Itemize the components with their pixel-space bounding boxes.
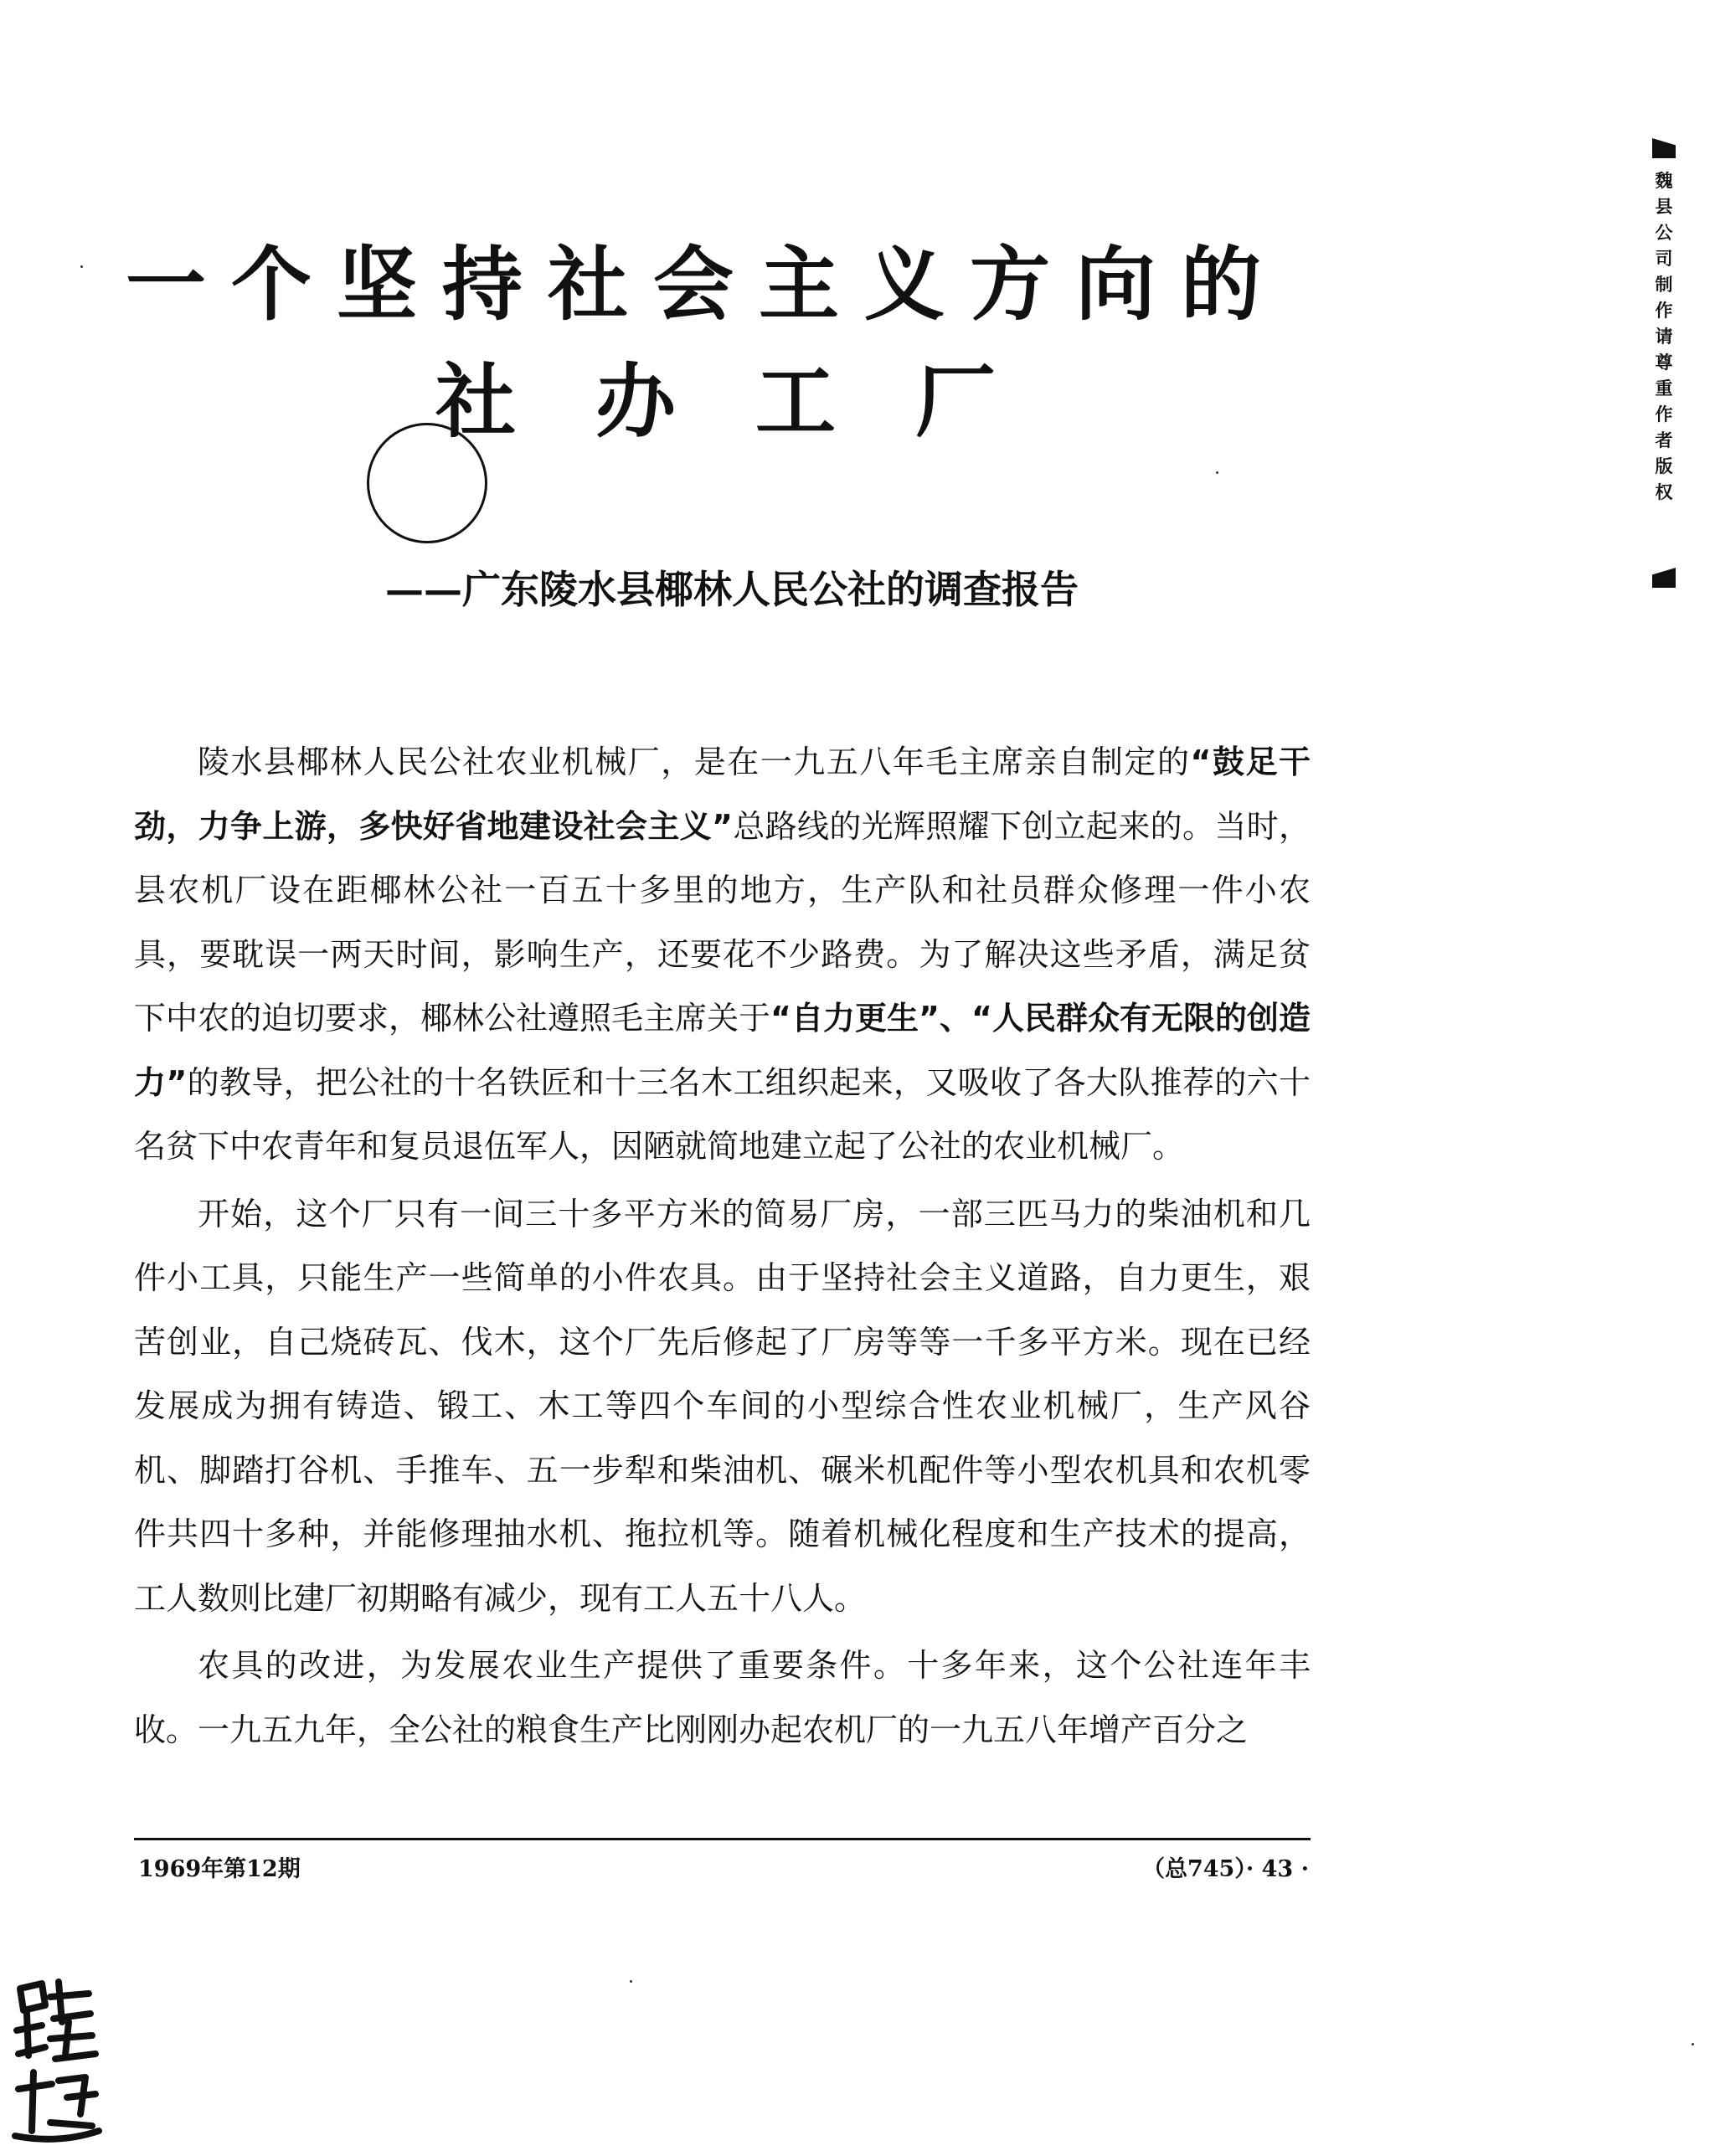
seal-stamp (8, 1972, 105, 2143)
subtitle: ——广东陵水县椰林人民公社的调查报告 (385, 567, 1079, 612)
speck (1216, 471, 1218, 474)
page-number: （总745）· 43 · (1141, 1856, 1309, 1882)
issue-label: 1969年第12期 (138, 1856, 301, 1882)
side-marker-bottom (1652, 568, 1676, 588)
paragraph (134, 1634, 1311, 1762)
title-line-1: 一个坚持社会主义方向的 (126, 238, 1286, 332)
paragraph (134, 730, 1311, 1179)
text-run: 的教导，把公社的十名铁匠和十三名木工组织起来，又吸收了各大队推荐的六十名贫下中农青年和复员退伍军人，因陋就简地建立起了公社的农业机械厂。 (134, 1063, 1311, 1165)
text-run: 陵水县椰林人民公社农业机械厂，是在一九五八年毛主席亲自制定的 (198, 744, 1191, 780)
title-line-2: 社办工厂 (435, 355, 1075, 449)
speck (630, 1980, 632, 1983)
paragraph (134, 1182, 1311, 1631)
text-run: 总路线的光辉照耀下创立起来的。当时，县农机厂设在距椰林公社一百五十多里的地方，生产队和社员群众修理一件小农具，要耽误一两天时间，影响生产，还要花不少路费。为了解决这些矛盾，满足贫下中农的迫切要求，椰林公社遵照毛主席关于 (134, 807, 1311, 1037)
text-run: 农具的改进，为发展农业生产提供了重要条件。十多年来，这个公社连年丰收。一九五九年，全公社的粮食生产比刚刚办起农机厂的一九五八年增产百分之 (134, 1647, 1311, 1748)
bold-quote: “鼓足干劲，力争上游，多快好省地建设社会主义” (134, 744, 1311, 845)
speck (80, 265, 83, 268)
bold-quote: “自力更生”、“人民群众有无限的创造力” (134, 1000, 1311, 1101)
text-run: 开始，这个厂只有一间三十多平方米的简易厂房，一部三匹马力的柴油机和几件小工具，只能生产一些简单的小件农具。由于坚持社会主义道路，自力更生，艰苦创业，自己烧砖瓦、伐木，这个厂先后修起了厂房等等一千多平方米。现在已经发展成为拥有铸造、锻工、木工等四个车间的小型综合性农业机械厂，生产风谷机、脚踏打谷机、手推车、五一步犁和柴油机、碾米机配件等小型农机具和农机零件共四十多种，并能修理抽水机、拖拉机等。随着机械化程度和生产技术的提高，工人数则比建厂初期略有减少，现有工人五十八人。 (134, 1195, 1311, 1617)
footer-rule (134, 1838, 1311, 1840)
speck (1692, 2043, 1694, 2045)
side-marker-top (1652, 138, 1676, 158)
side-watermark: 魏县公司制作请尊重作者版权 (1655, 170, 1673, 502)
article-body (134, 730, 1311, 1765)
